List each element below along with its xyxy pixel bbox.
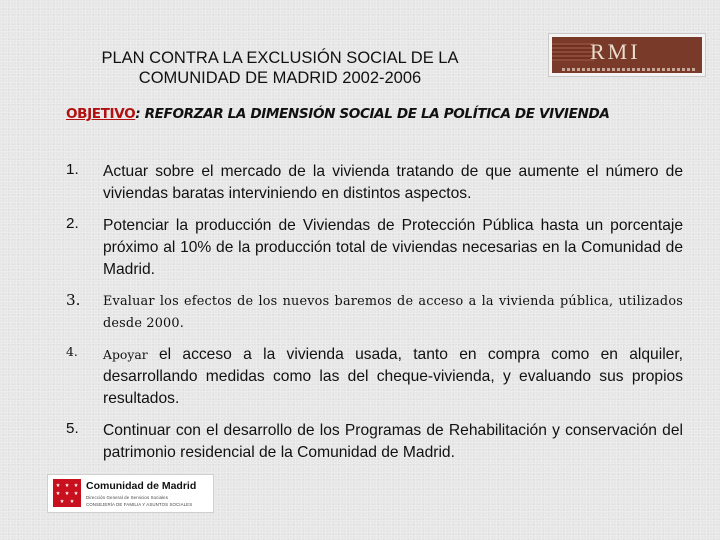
rmi-logo	[549, 34, 705, 76]
objective-heading	[66, 106, 609, 122]
list-item-number: 1.	[66, 161, 79, 178]
page-title	[60, 48, 500, 88]
title-line-1: PLAN CONTRA LA EXCLUSIÓN SOCIAL DE LA	[101, 49, 459, 67]
list-item-text: Potenciar la producción de Viviendas de Protección Pública hasta un porcentaje próximo al 10% de la producción total de viviendas necesarias en la Comunidad de Madrid.	[103, 217, 683, 278]
objective-text: : REFORZAR LA DIMENSIÓN SOCIAL DE LA POLÍTICA DE VIVIENDA	[135, 106, 610, 122]
list-item-body: el acceso a la vivienda usada, tanto en compra como en alquiler, desarrollando medidas como las del cheque-vivienda, y evaluando sus propios resultados.	[103, 346, 683, 407]
list-item-number: 3.	[66, 291, 81, 309]
comunidad-de-madrid-logo	[47, 474, 214, 513]
list-item-text	[103, 344, 683, 410]
logo-subtitle-2: CONSEJERÍA DE FAMILIA Y ASUNTOS SOCIALES	[86, 502, 193, 507]
list-item-lead: Apoyar	[103, 347, 148, 362]
list-item-text: Actuar sobre el mercado de la vivienda tratando de que aumente el número de viviendas baratas interviniendo en distintos aspectos.	[103, 163, 683, 202]
title-line-2: COMUNIDAD DE MADRID 2002-2006	[138, 69, 422, 87]
list-item-number: 4.	[66, 344, 78, 359]
logo-subtitle-1: Dirección General de Servicios Sociales	[86, 495, 168, 500]
list-item-text: Continuar con el desarrollo de los Programas de Rehabilitación y conservación del patrimonio residencial de la Comunidad de Madrid.	[103, 422, 683, 461]
rmi-logo-mark: RMI	[590, 39, 641, 64]
objective-label: OBJETIVO	[66, 106, 136, 122]
madrid-flag-icon	[53, 479, 81, 507]
rmi-logo-stripes	[552, 43, 594, 61]
list-item-number: 5.	[66, 420, 79, 437]
rmi-logo-tagline	[562, 68, 696, 71]
list-item-number: 2.	[66, 215, 79, 232]
list-item-text: Evaluar los efectos de los nuevos baremos de acceso a la vivienda pública, utilizados desde 2000.	[103, 294, 683, 331]
logo-name: Comunidad de Madrid	[86, 480, 197, 492]
